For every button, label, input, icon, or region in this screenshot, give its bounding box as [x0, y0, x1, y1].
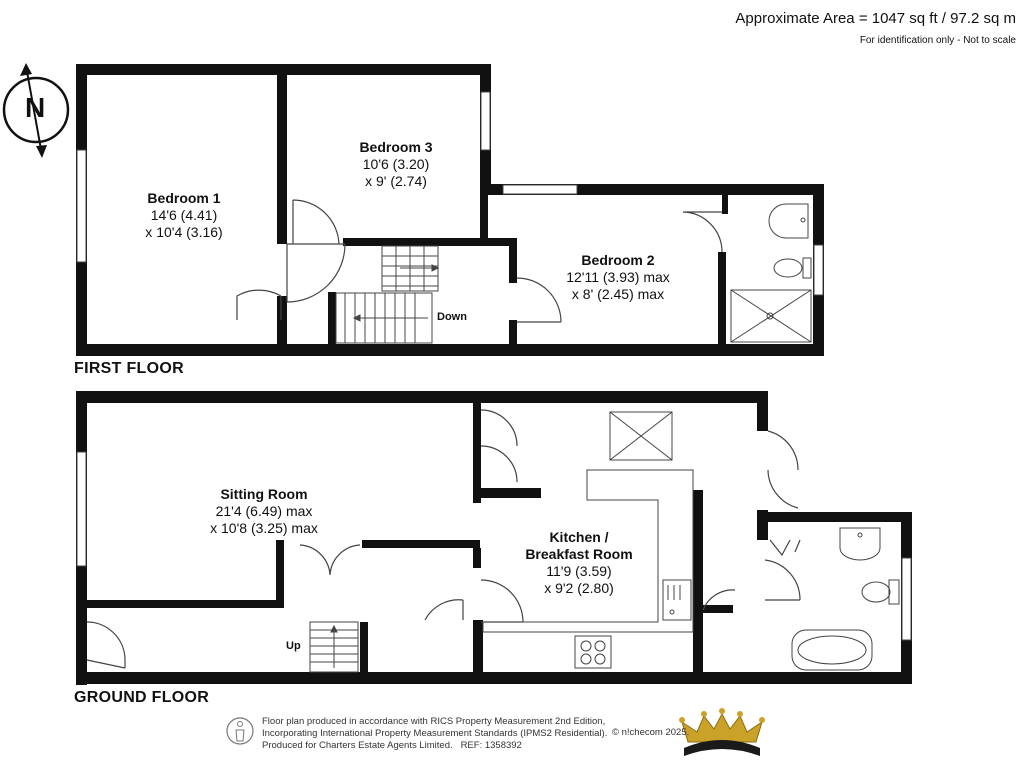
room-dimension: x 10'4 (3.16): [145, 224, 223, 240]
room-name: Bedroom 3: [359, 139, 433, 155]
room-dimension: x 9' (2.74): [365, 173, 427, 189]
room-dimension: x 8' (2.45) max: [571, 286, 665, 302]
room-name: Sitting Room: [220, 486, 308, 502]
room-name: Bedroom 2: [581, 252, 655, 268]
footer-text: [262, 716, 607, 752]
room-name: Kitchen /: [549, 529, 609, 545]
first-floor-label: FIRST FLOOR: [74, 360, 184, 377]
footer-line: [262, 740, 607, 752]
ground-floor-label: GROUND FLOOR: [74, 689, 210, 706]
room-label-kitchen: [525, 529, 632, 597]
copyright-text: © n!checom 2025.: [612, 727, 690, 738]
room-label-bedroom-3: [359, 139, 432, 190]
first-floor-stairs: [336, 246, 438, 343]
footer-producer: Produced for Charters Estate Agents Limited.: [262, 740, 453, 751]
ground-floor-windows: [77, 452, 911, 640]
compass-label: N: [25, 92, 46, 123]
person-icon: [227, 718, 253, 744]
room-dimension: 10'6 (3.20): [362, 156, 430, 172]
room-dimension: 12'11 (3.93) max: [566, 269, 670, 285]
footer-line: Floor plan produced in accordance with RICS Property Measurement 2nd Edition,: [262, 716, 606, 727]
disclaimer-text: For identification only - Not to scale: [859, 35, 1016, 46]
room-dimension: 14'6 (4.41): [150, 207, 218, 223]
footer-line: Incorporating International Property Measurement Standards (IPMS2 Residential).: [262, 728, 608, 739]
ground-floor-stairs: [310, 622, 358, 672]
ground-floor-walls: [76, 391, 912, 685]
approximate-area: Approximate Area = 1047 sq ft / 97.2 sq m: [735, 10, 1016, 27]
bathroom-fixtures: [792, 528, 899, 670]
room-label-bedroom-1: [145, 190, 222, 241]
room-dimension: x 9'2 (2.80): [544, 580, 614, 596]
room-name: Breakfast Room: [525, 546, 633, 562]
room-name: Bedroom 1: [147, 190, 221, 206]
stairs-down-label: Down: [437, 311, 467, 323]
room-dimension: x 10'8 (3.25) max: [210, 520, 318, 536]
crown-logo-icon: [679, 708, 765, 756]
room-dimension: 21'4 (6.49) max: [215, 503, 313, 519]
room-dimension: 11'9 (3.59): [546, 563, 612, 579]
room-label-sitting-room: [210, 486, 318, 537]
room-label-bedroom-2: [566, 252, 670, 303]
footer-ref: REF: 1358392: [460, 740, 522, 751]
ensuite-fixtures: [731, 204, 811, 342]
stairs-up-label: Up: [286, 640, 301, 652]
